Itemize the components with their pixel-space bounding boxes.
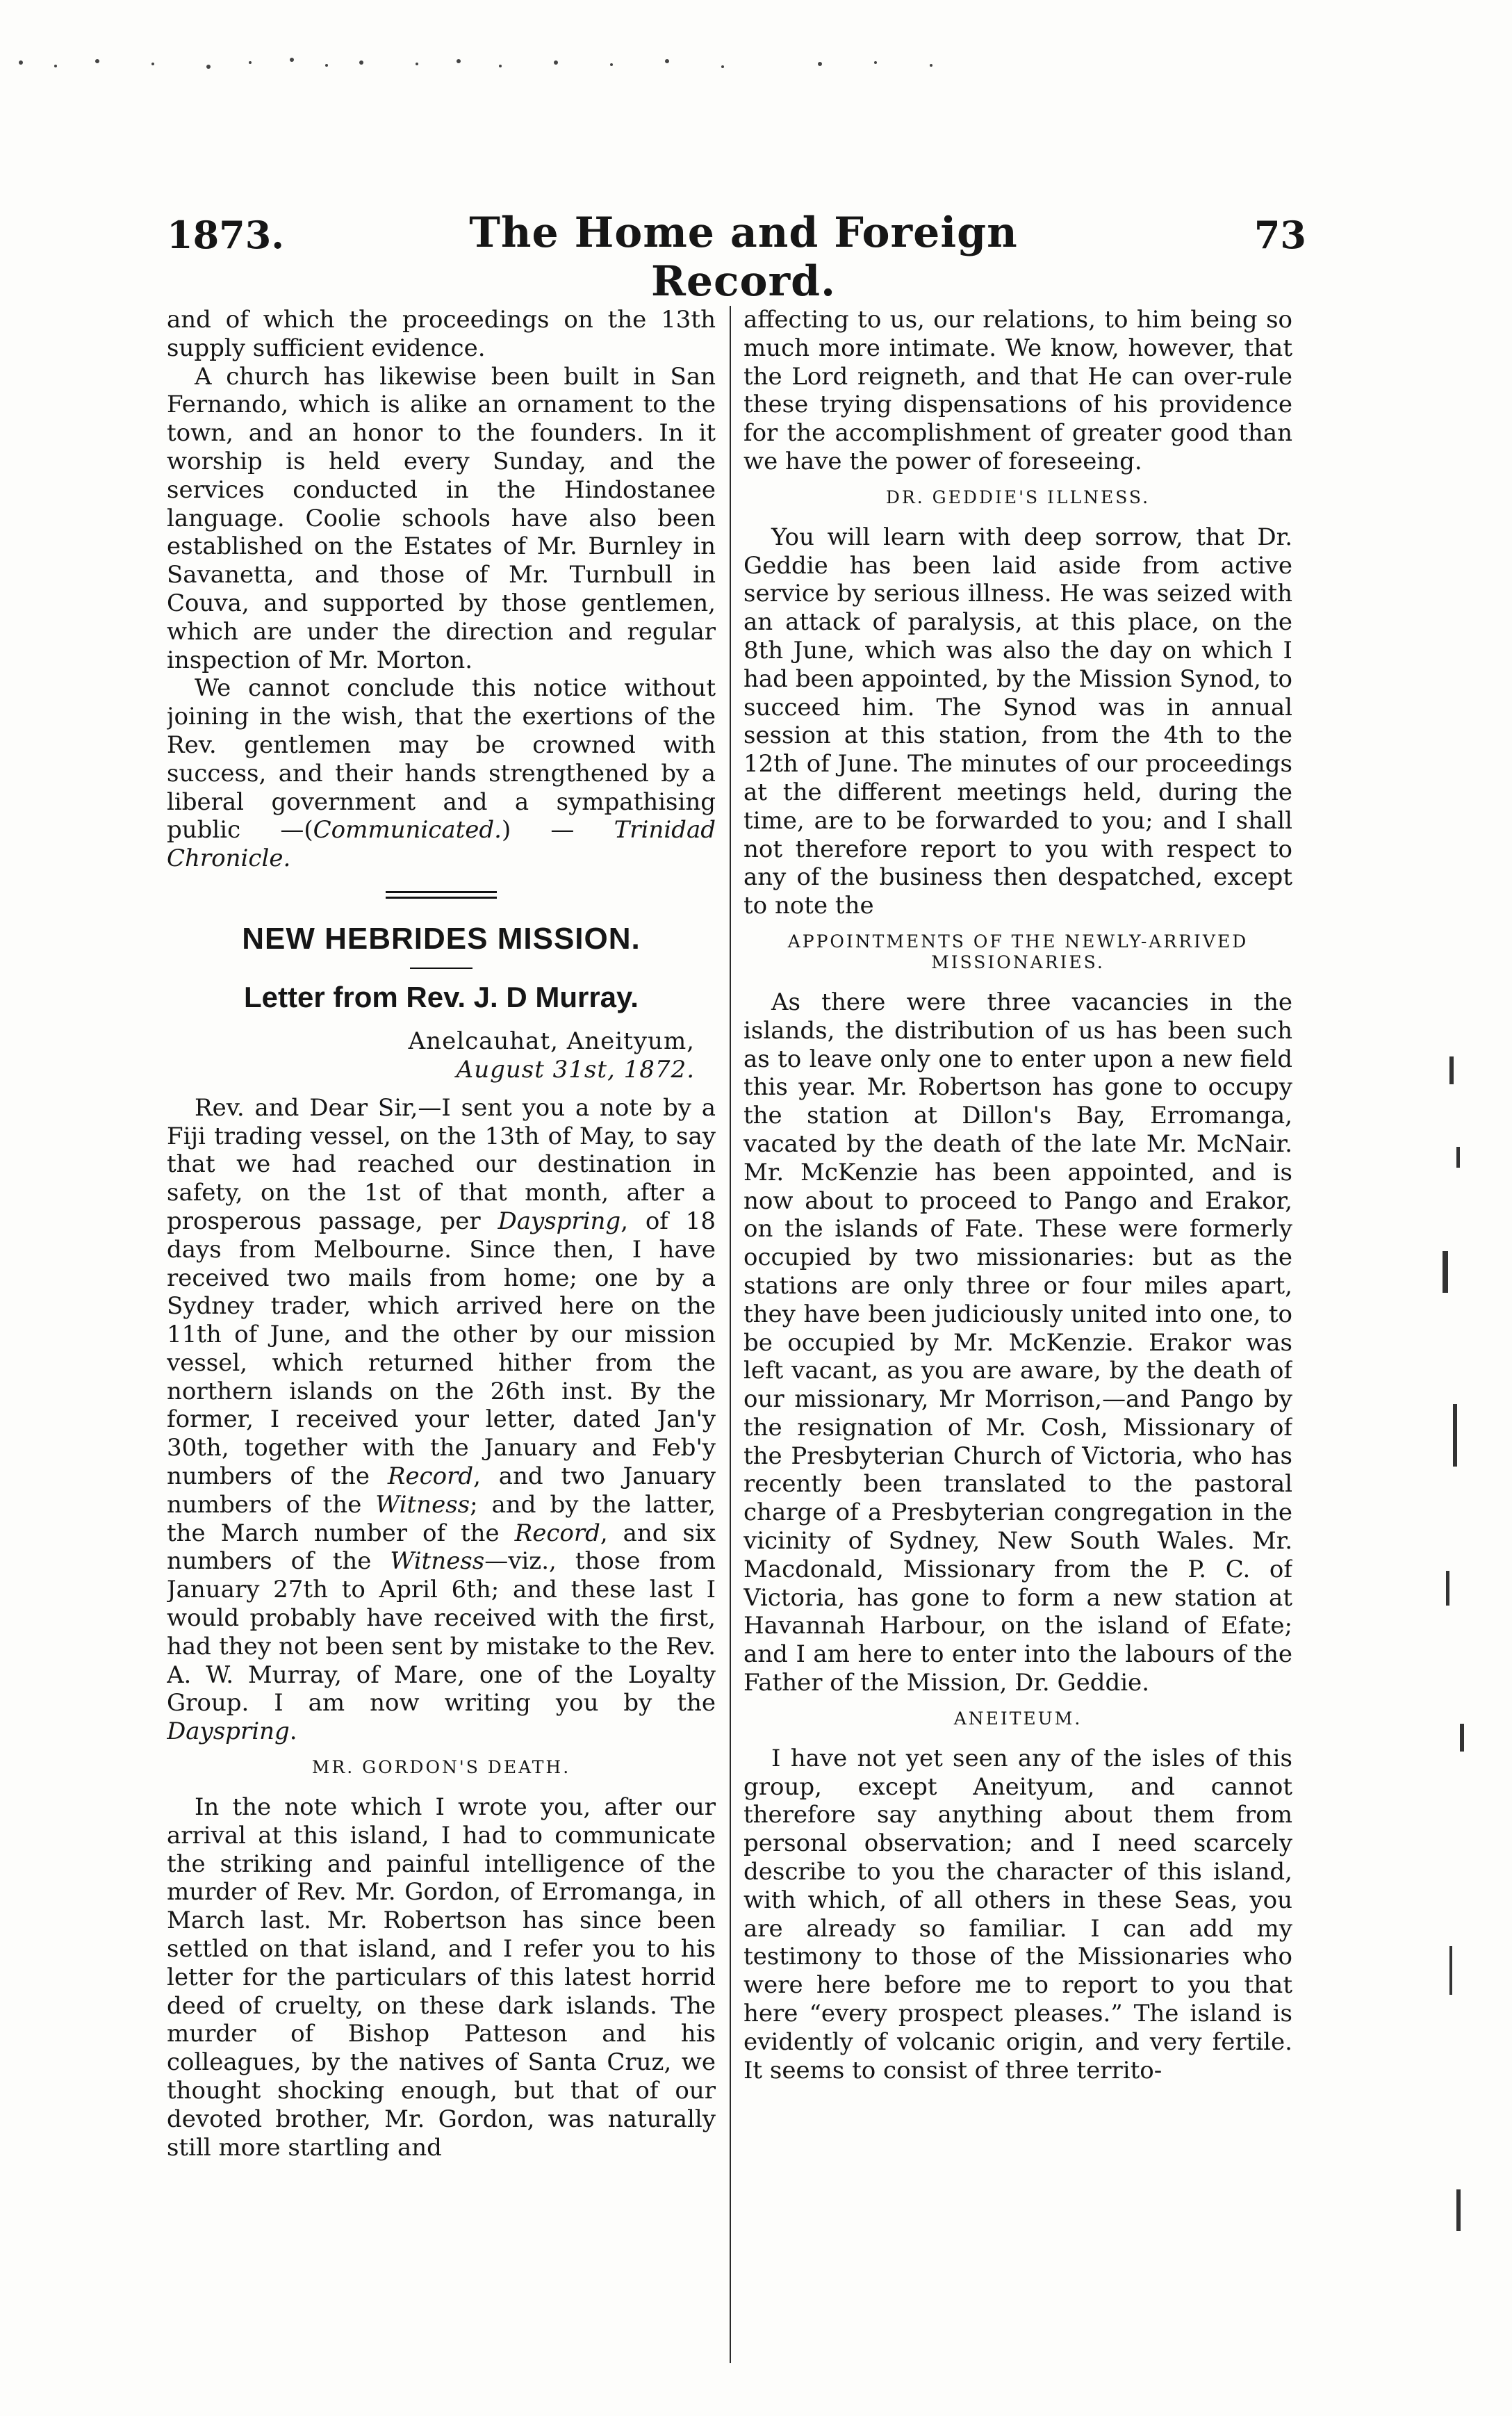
paragraph: As there were three vacancies in the islands, the distribution of us has been such as to leave only one to enter upon a new field this year. Mr. Robertson has gone to occupy the station at Dillon's Bay, Erromanga, vacated by the death of the late Mr. McNair. Mr. McKenzie has been appointed, and is now about to proceed to Pango and Erakor, on the islands of Fate. These were formerly occupied by two missionaries: but as the stations are only three or four miles apart, they have been judiciously united into one, to be occupied by Mr. McKenzie. Erakor was left vacant, as you are aware, by the death of our missionary, Mr Morrison,—and Pango by the resignation of Mr. Cosh, Missionary of the Presbyterian Church of Victoria, who has recently been translated to the pastoral charge of a Presbyterian congregation in the vicinity of Sydney, New South Wales. Mr. Macdonald, Missionary from the P. C. of Victoria, has gone to form a new station at Havannah Harbour, on the island of Efate; and I am here to enter into the labours of the Father of the Mission, Dr. Geddie.: [743, 988, 1292, 1697]
subheading: ANEITEUM.: [953, 1708, 1083, 1729]
letter-title: Letter from Rev. J. D Murray.: [244, 980, 639, 1013]
short-rule: [410, 968, 472, 969]
left-column: [167, 306, 716, 2391]
journal-title: The Home and Foreign Record.: [469, 209, 1018, 306]
section-title: NEW HEBRIDES MISSION.: [242, 921, 641, 956]
scan-margin-noise: [1436, 1043, 1484, 2363]
paragraph: Rev. and Dear Sir,—I sent you a note by a Fiji trading vessel, on the 13th of May, to say that we had reached our destination in safety, on the 1st of that month, after a prosperous passage, per Dayspring, of 18 days from Melbourne. Since then, I have received two mails from home; one by a Sydney trader, which arrived here on the 11th of June, and the other by our mission vessel, which returned hither from the northern islands on the 26th inst. By the former, I received your letter, dated Jan'y 30th, together with the January and Feb'y numbers of the Record, and two January numbers of the Witness; and by the latter, the March number of the Record, and six numbers of the Witness—viz., those from January 27th to April 6th; and these last I would probably have received with the first, had they not been sent by mistake to the Rev. A. W. Murray, of Mare, one of the Loyalty Group. I am now writing you by the Dayspring.: [167, 1093, 716, 1746]
dateline: Anelcauhat, Aneityum, August 31st, 1872.: [408, 1027, 695, 1084]
salutation: Rev. and Dear Sir,: [195, 1093, 418, 1122]
right-column: [743, 306, 1292, 2391]
paragraph: We cannot conclude this notice without joining in the wish, that the exertions of the Rev. gentlemen may be crowned with success, and their hands strengthened by a liberal government and a sympathising public —(Communicated.) — Trinidad Chronicle.: [167, 674, 716, 873]
running-header: [167, 209, 1306, 306]
scan-noise-top: [0, 0, 1512, 90]
paragraph: and of which the proceedings on the 13th supply sufficient evidence.: [167, 306, 716, 362]
paragraph: I have not yet seen any of the isles of this group, except Aneityum, and cannot therefore say anything about them from personal observation; and I need scarcely describe to you the character of this island, with which, of all others in these Seas, you are already so familiar. I can add my testimony to those of the Missionaries who were here before me to report to you that here “every prospect pleases.” The island is evidently of volcanic origin, and very fertile. It seems to consist of three territo-: [743, 1744, 1292, 2084]
page-number: 73: [1254, 213, 1306, 257]
paragraph: A church has likewise been built in San Fernando, which is alike an ornament to the town, and an honor to the founders. In it worship is held every Sunday, and the services conducted in the Hindostanee language. Coolie schools have also been established on the Estates of Mr. Burnley in Savanetta, and those of Mr. Turnbull in Couva, and supported by those gentlemen, which are under the direction and regular inspection of Mr. Morton.: [167, 362, 716, 674]
paragraph: affecting to us, our relations, to him being so much more intimate. We know, however, that the Lord reigneth, and that He can over-rule these trying dispensations of his providence for the accomplishment of greater good than we have the power of foreseeing.: [743, 306, 1292, 475]
subheading: MR. GORDON'S DEATH.: [311, 1757, 571, 1778]
subheading: DR. GEDDIE'S ILLNESS.: [885, 487, 1151, 507]
column-divider: [730, 306, 731, 2363]
subheading: APPOINTMENTS OF THE NEWLY-ARRIVED MISSIONARIES.: [787, 931, 1249, 972]
double-rule: [386, 891, 497, 899]
header-year: 1873.: [167, 213, 285, 257]
paragraph: In the note which I wrote you, after our arrival at this island, I had to communicate the striking and painful intelligence of the murder of Rev. Mr. Gordon, of Erromanga, in March last. Mr. Robertson has since been settled on that island, and I refer you to his letter for the particulars of this latest horrid deed of cruelty, on these dark islands. The murder of Bishop Patteson and his colleagues, by the natives of Santa Cruz, we thought shocking enough, but that of our devoted brother, Mr. Gordon, was naturally still more startling and: [167, 1793, 716, 2162]
paragraph: You will learn with deep sorrow, that Dr. Geddie has been laid aside from active service by serious illness. He was seized with an attack of paralysis, at this place, on the 8th June, which was also the day on which I had been appointed, by the Mission Synod, to succeed him. The Synod was in annual session at this station, from the 4th to the 12th of June. The minutes of our proceedings at the different meetings held, during the time, are to be forwarded to you; and I shall not therefore report to you with respect to any of the business then despatched, except to note the: [743, 523, 1292, 920]
